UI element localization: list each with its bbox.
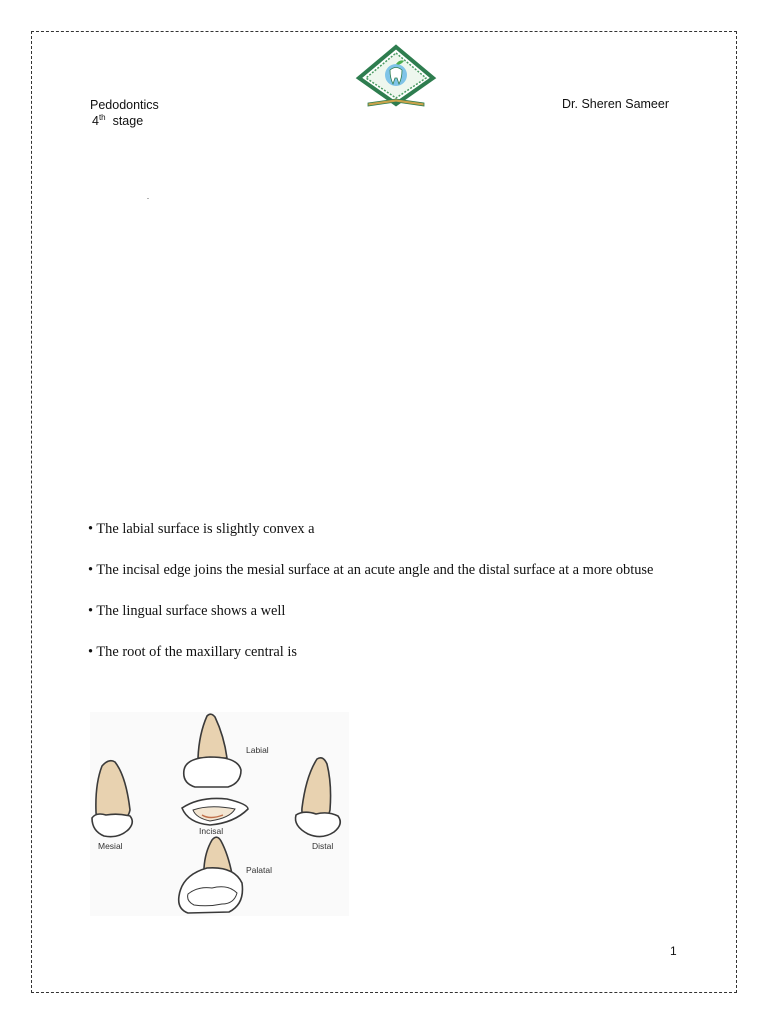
stray-mark: .	[147, 192, 149, 201]
mesial-root	[92, 814, 132, 837]
label-mesial: Mesial	[98, 841, 123, 851]
labial-view	[184, 714, 241, 787]
stage-superscript: th	[98, 112, 106, 122]
palatal-view	[179, 837, 243, 913]
author-name: Dr. Sheren Sameer	[562, 97, 669, 111]
labial-root	[184, 757, 241, 787]
label-palatal: Palatal	[246, 865, 272, 875]
label-incisal: Incisal	[199, 826, 224, 836]
stage-number: 4	[92, 114, 99, 128]
palatal-root	[179, 868, 243, 913]
incisal-view	[182, 798, 248, 825]
bullet-list	[88, 521, 653, 685]
label-distal: Distal	[312, 841, 334, 851]
bullet-item: • The incisal edge joins the mesial surface at an acute angle and the distal surface at a more obtuse	[88, 562, 654, 578]
labial-crown	[198, 714, 227, 758]
stage-word: stage	[112, 114, 144, 128]
stage-label	[90, 113, 159, 129]
distal-root	[296, 812, 341, 836]
mesial-view	[92, 761, 132, 837]
bullet-item: • The root of the maxillary central is	[88, 644, 297, 660]
label-labial: Labial	[246, 745, 269, 755]
college-logo	[354, 44, 438, 110]
tooth-views-figure	[90, 712, 349, 916]
subject-title: Pedodontics	[90, 98, 159, 112]
page-number: 1	[670, 944, 677, 958]
bullet-item: • The labial surface is slightly convex a	[88, 521, 315, 537]
header-left	[90, 97, 159, 129]
distal-view	[296, 758, 341, 837]
mesial-crown	[96, 761, 130, 822]
bullet-item: • The lingual surface shows a well	[88, 603, 286, 619]
